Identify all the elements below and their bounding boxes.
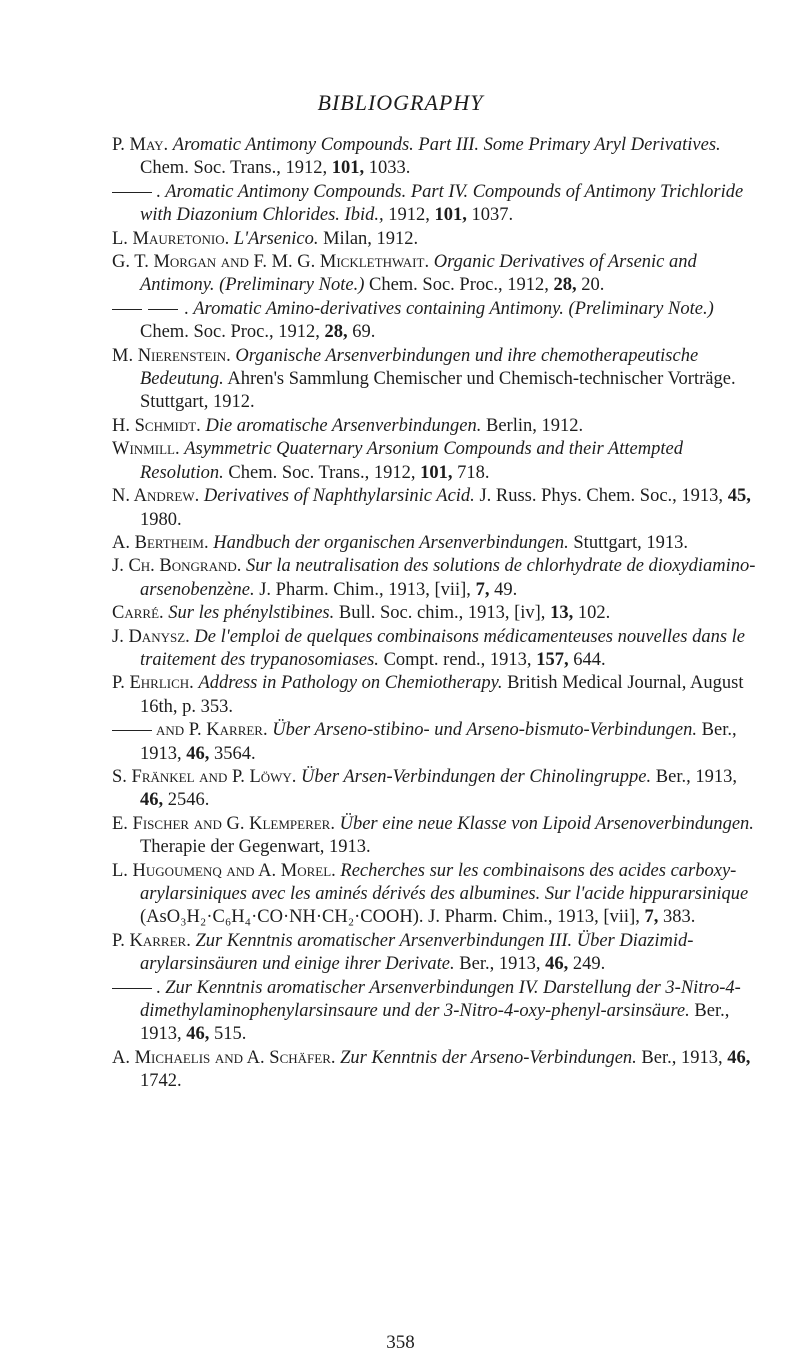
entry-author: and P. Karrer. [156,720,268,741]
entry-pages: 383. [663,907,696,928]
entry-author: A. Michaelis and A. Schäfer. [112,1047,336,1068]
entry-author: E. Fischer and G. Klemperer. [112,813,335,834]
bibliography-entry [112,555,762,602]
entry-title: Derivatives of Naphthylarsinic Acid. [203,486,475,507]
bibliography-entry [112,415,762,438]
entry-author: H. Schmidt. [112,415,201,436]
bibliography-entry [112,719,762,766]
entry-title: Asymmetric Quaternary Arsonium Compounds and their Attempted Resolution. [140,439,683,483]
ditto-dash [112,192,152,193]
entry-source: Chem. Soc. Proc., 1912, [140,322,320,343]
entry-author: J. Danysz. [112,626,190,647]
entry-title: Aromatic Antimony Compounds. Part IV. Compounds of Antimony Trichloride with Diazonium Chlorides. Ibid., [140,181,744,226]
bibliography-entry [112,438,762,485]
entry-title: Organische Arsenverbindungen und ihre chemotherapeutische Bedeutung. [140,345,699,390]
entry-title: Sur les phénylstibines. [168,603,335,624]
entry-source: Ber., 1913, [641,1047,723,1068]
entry-author: Carré. [112,603,164,624]
entry-title: Aromatic Amino-derivatives containing Antimony. (Preliminary Note.) [193,298,714,319]
ditto-dash [148,309,178,310]
entry-source: Ahren's Sammlung Chemischer und Chemisch-technischer Vorträge. Stuttgart, 1912. [140,369,736,413]
entry-source: Milan, 1912. [323,228,419,249]
entry-author: M. Nierenstein. [112,345,231,366]
entry-volume: 101, [331,158,365,179]
bibliography-entry [112,602,762,625]
bibliography-entry [112,345,762,415]
entry-title: Sur la neutralisation des solutions de chlorhydrate de dioxydiamino-arsenobenzène. [140,556,756,600]
entry-pages: 249. [572,954,606,975]
entry-source: (AsO₃H₂·C₆H₄·CO·NH·CH₂·COOH). J. Pharm. Chim., 1913, [vii], [140,907,640,928]
entry-pages: 69. [352,322,376,343]
entry-pages: 2546. [167,790,210,811]
ditto-dash [112,988,152,989]
entry-volume: 7, [644,907,659,928]
entry-volume: 46, [727,1047,751,1068]
ditto-dash [112,309,142,310]
entry-source: Chem. Soc. Proc., 1912, [368,275,549,296]
bibliography-entry [112,813,762,860]
entry-pages: 3564. [214,743,256,764]
entry-title: Über Arsen-Verbindungen der Chinolingruppe. [301,766,652,787]
entry-author: N. Andrew. [112,486,200,507]
entry-volume: 46, [186,743,210,764]
bibliography-entry: . Zur Kenntnis aromatischer Arsenverbindungen IV. Darstellung der 3-Nitro-4-dimethylaminophenylarsinsaure und der 3-Nitro-4-oxy-phenyl-arsinsäure. Ber., 1913, 46, 515. [112,977,762,1047]
entry-source: Ber., 1913, [459,954,541,975]
entry-author: P. Ehrlich. [112,673,194,694]
entry-title: Zur Kenntnis aromatischer Arsenverbindungen III. Über Diazimid-arylarsinsäuren und einige ihrer Derivate. [140,930,694,975]
entry-title: Über Arseno-stibino- und Arseno-bismuto-Verbindungen. [272,720,698,741]
bibliography-entry: . Aromatic Amino-derivatives containing Antimony. (Preliminary Note.) Chem. Soc. Proc., 1912, 28, 69. [112,298,762,345]
entry-source: J. Pharm. Chim., 1913, [vii], [259,579,471,600]
page-number: 358 [386,1332,415,1353]
entry-author: P. Karrer. [112,930,191,951]
entry-volume: 157, [536,649,569,670]
entry-pages: 1742. [140,1071,182,1092]
entry-pages: 718. [457,462,490,483]
running-header: BIBLIOGRAPHY [317,90,484,115]
entry-volume: 46, [140,790,164,811]
bibliography-entry [112,532,762,555]
entry-author: Winmill. [112,439,180,460]
entry-source: Therapie der Gegenwart, 1913. [140,837,371,858]
entry-source: Ber., 1913, [140,720,737,764]
entry-pages: 644. [573,649,606,670]
bibliography-entry [112,672,762,719]
entry-source: Chem. Soc. Trans., 1912, [140,158,328,179]
entry-source: J. Russ. Phys. Chem. Soc., 1913, [479,486,724,507]
entry-title: L'Arsenico. [233,228,319,249]
bibliography-entry [112,485,762,532]
entry-source: Ber., 1913, [655,766,737,787]
entry-source: Bull. Soc. chim., 1913, [iv], [338,603,546,624]
entry-pages: 515. [214,1024,247,1045]
bibliography-entry [112,860,762,930]
entry-pages: 20. [581,275,605,296]
bibliography-entry [112,626,762,673]
bibliography-entry [112,134,762,181]
entry-author: J. Ch. Bongrand. [112,556,242,577]
entry-source: 1912, [388,205,430,226]
entry-source: Compt. rend., 1913, [383,649,532,670]
bibliography-entry [112,766,762,813]
entry-pages: 1033. [368,158,411,179]
entry-pages: 1037. [471,205,514,226]
entry-title: Zur Kenntnis aromatischer Arsenverbindungen IV. Darstellung der 3-Nitro-4-dimethylaminophenylarsinsaure und der 3-Nitro-4-oxy-phenyl-arsinsäure. [140,977,741,1022]
entry-volume: 101, [434,205,467,226]
entry-source: Ber., 1913, [140,1001,730,1045]
entry-volume: 101, [420,462,453,483]
bibliography-entry [112,251,762,298]
bibliography-entry [112,930,762,977]
entry-title: Address in Pathology on Chemiotherapy. [198,673,503,694]
entry-title: Die aromatische Arsenverbindungen. [205,415,482,436]
ditto-dash [112,730,152,731]
bibliography-entry [112,228,762,251]
entry-volume: 28, [324,322,348,343]
entry-source: Berlin, 1912. [485,415,584,436]
entry-volume: 13, [550,603,574,624]
entry-author: L. Hugoumenq and A. Morel. [112,860,336,881]
entry-author: L. Mauretonio. [112,228,230,249]
bibliography-entry [112,1047,762,1094]
entry-author: P. May. [112,135,169,155]
bibliography-list [112,134,762,1094]
entry-title: Aromatic Antimony Compounds. Part III. Some Primary Aryl Derivatives. [172,135,721,155]
entry-volume: 28, [553,275,577,296]
entry-source: British Medical Journal, August 16th, p. 353. [140,673,744,717]
entry-title: Handbuch der organischen Arsenverbindungen. [213,532,569,553]
bibliography-entry: . Aromatic Antimony Compounds. Part IV. Compounds of Antimony Trichloride with Diazonium Chlorides. Ibid., 1912, 101, 1037. [112,181,762,228]
entry-title: Zur Kenntnis der Arseno-Verbindungen. [340,1047,637,1068]
entry-source: Stuttgart, 1913. [573,532,688,553]
entry-author: G. T. Morgan and F. M. G. Micklethwait. [112,252,430,273]
entry-volume: 46, [186,1024,210,1045]
entry-author: A. Bertheim. [112,532,209,553]
entry-volume: 46, [545,954,569,975]
entry-pages: 49. [494,579,518,600]
entry-title: De l'emploi de quelques combinaisons médicamenteuses nouvelles dans le traitement des trypanosomiases. [140,626,746,670]
entry-pages: 1980. [140,509,182,530]
entry-title: Organic Derivatives of Arsenic and Antimony. (Preliminary Note.) [140,252,697,296]
entry-pages: 102. [577,603,611,624]
entry-author: S. Fränkel and P. Löwy. [112,766,297,787]
entry-title: Über eine neue Klasse von Lipoid Arsenoverbindungen. [339,813,754,834]
entry-volume: 7, [475,579,490,600]
entry-volume: 45, [727,486,751,507]
entry-title: Recherches sur les combinaisons des acides carboxy-arylarsiniques avec les aminés dérivés des albumines. Sur l'acide hippurarsinique [140,860,749,904]
entry-source: Chem. Soc. Trans., 1912, [228,462,416,483]
